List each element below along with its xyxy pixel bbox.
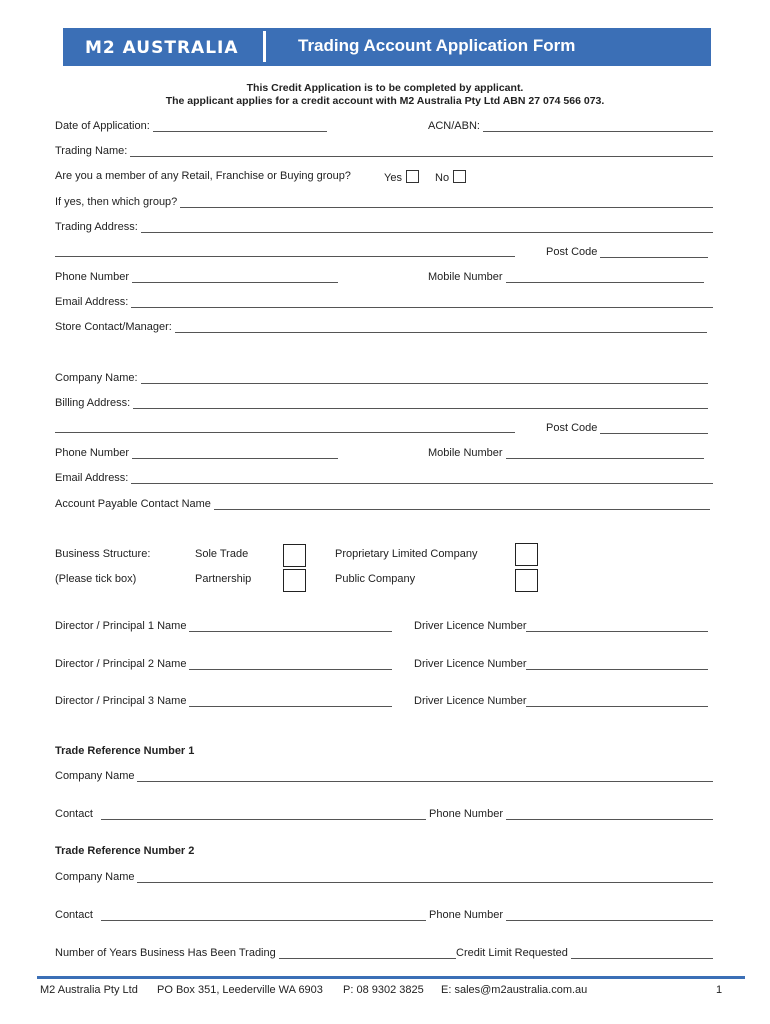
- trading-email-field[interactable]: [55, 296, 713, 308]
- store-contact-field[interactable]: [55, 321, 707, 333]
- member-question: Are you a member of any Retail, Franchise or Buying group?: [55, 170, 351, 182]
- ref-2-company-input-line[interactable]: [137, 872, 713, 883]
- billing-address-field[interactable]: [55, 397, 708, 409]
- trading-name-label: Trading Name:: [55, 145, 128, 157]
- ref-1-contact-field[interactable]: [55, 808, 426, 820]
- company-phone-field[interactable]: [55, 447, 338, 459]
- company-name-field[interactable]: [55, 372, 708, 384]
- ref-2-phone-input-line[interactable]: [506, 910, 713, 921]
- ref-1-contact-label: Contact: [55, 808, 93, 820]
- header-banner: [63, 28, 711, 66]
- footer-divider: [37, 976, 745, 979]
- company-mobile-label: Mobile Number: [428, 447, 503, 459]
- director-2-input-line[interactable]: [189, 659, 392, 670]
- years-trading-label: Number of Years Business Has Been Trading: [55, 947, 276, 959]
- billing-address-2-input-line[interactable]: [55, 422, 515, 433]
- years-trading-input-line[interactable]: [279, 948, 456, 959]
- licence-2-label: Driver Licence Number: [414, 658, 527, 670]
- billing-address-line-2[interactable]: [55, 422, 515, 433]
- footer-phone: P: 08 9302 3825: [343, 984, 424, 996]
- postcode-label: Post Code: [546, 246, 598, 258]
- billing-postcode-input-line[interactable]: [600, 423, 708, 434]
- billing-address-label: Billing Address:: [55, 397, 131, 409]
- ref-2-phone-field[interactable]: [429, 909, 713, 921]
- ref-2-contact-label: Contact: [55, 909, 93, 921]
- trade-ref-1-heading: Trade Reference Number 1: [55, 745, 195, 757]
- licence-1-field[interactable]: [414, 620, 708, 632]
- store-contact-input-line[interactable]: [175, 322, 707, 333]
- director-2-field[interactable]: [55, 658, 392, 670]
- trading-address-label: Trading Address:: [55, 221, 138, 233]
- which-group-field[interactable]: [55, 196, 713, 208]
- acn-label: ACN/ABN:: [428, 120, 480, 132]
- director-3-input-line[interactable]: [189, 696, 392, 707]
- ref-1-phone-field[interactable]: [429, 808, 713, 820]
- date-of-application-field[interactable]: [55, 120, 327, 132]
- public-company-label: Public Company: [335, 573, 416, 585]
- store-contact-label: Store Contact/Manager:: [55, 321, 172, 333]
- company-phone-label: Phone Number: [55, 447, 129, 459]
- licence-2-field[interactable]: [414, 658, 708, 670]
- partnership-label: Partnership: [195, 573, 252, 585]
- ref-1-company-input-line[interactable]: [137, 771, 713, 782]
- trading-address-field[interactable]: [55, 221, 713, 233]
- proprietary-label: Proprietary Limited Company: [335, 548, 478, 560]
- company-mobile-field[interactable]: [428, 447, 704, 459]
- partnership-checkbox[interactable]: [283, 569, 306, 592]
- sole-trade-checkbox[interactable]: [283, 544, 306, 567]
- business-structure-label: Business Structure:: [55, 548, 151, 560]
- acn-abn-field[interactable]: [428, 120, 713, 132]
- company-email-field[interactable]: [55, 472, 713, 484]
- intro-line-2: The applicant applies for a credit account with M2 Australia Pty Ltd ABN 27 074 566 073.: [165, 95, 605, 107]
- no-checkbox[interactable]: [453, 170, 466, 183]
- no-label: No: [435, 172, 450, 184]
- acn-input-line[interactable]: [483, 121, 713, 132]
- trading-mobile-field[interactable]: [428, 271, 704, 283]
- ref-2-contact-input-line[interactable]: [101, 910, 426, 921]
- trading-address-input-line[interactable]: [141, 222, 713, 233]
- company-mobile-input-line[interactable]: [506, 448, 704, 459]
- trading-name-input-line[interactable]: [130, 146, 713, 157]
- company-logo: M2 AUSTRALIA: [85, 38, 239, 58]
- licence-3-field[interactable]: [414, 695, 708, 707]
- years-trading-field[interactable]: [55, 947, 456, 959]
- date-label: Date of Application:: [55, 120, 150, 132]
- yes-label: Yes: [384, 172, 402, 184]
- footer-company: M2 Australia Pty Ltd: [40, 984, 138, 996]
- phone-label: Phone Number: [55, 271, 129, 283]
- ap-contact-field[interactable]: [55, 498, 710, 510]
- company-name-label: Company Name:: [55, 372, 138, 384]
- director-1-field[interactable]: [55, 620, 392, 632]
- email-input-line[interactable]: [131, 297, 713, 308]
- mobile-label: Mobile Number: [428, 271, 503, 283]
- licence-3-input-line[interactable]: [526, 696, 708, 707]
- trading-address-line-2[interactable]: [55, 246, 515, 257]
- company-name-input-line[interactable]: [141, 373, 708, 384]
- ref-2-company-label: Company Name: [55, 871, 135, 883]
- licence-3-label: Driver Licence Number: [414, 695, 527, 707]
- header-divider: [263, 31, 266, 62]
- director-1-label: Director / Principal 1 Name: [55, 620, 187, 632]
- yes-checkbox[interactable]: [406, 170, 419, 183]
- trading-postcode-field[interactable]: [546, 246, 708, 258]
- tick-box-hint: (Please tick box): [55, 573, 137, 585]
- footer-email[interactable]: E: sales@m2australia.com.au: [441, 984, 588, 996]
- credit-limit-input-line[interactable]: [571, 948, 713, 959]
- ref-2-company-field[interactable]: [55, 871, 713, 883]
- no-option[interactable]: [435, 170, 466, 184]
- director-1-input-line[interactable]: [189, 621, 392, 632]
- mobile-input-line[interactable]: [506, 272, 704, 283]
- ap-contact-input-line[interactable]: [214, 499, 710, 510]
- ref-1-company-label: Company Name: [55, 770, 135, 782]
- ref-1-contact-input-line[interactable]: [101, 809, 426, 820]
- licence-1-input-line[interactable]: [526, 621, 708, 632]
- director-3-label: Director / Principal 3 Name: [55, 695, 187, 707]
- ref-2-contact-field[interactable]: [55, 909, 426, 921]
- ref-1-phone-input-line[interactable]: [506, 809, 713, 820]
- trading-address-2-input-line[interactable]: [55, 246, 515, 257]
- ap-contact-label: Account Payable Contact Name: [55, 498, 211, 510]
- ref-1-phone-label: Phone Number: [429, 808, 503, 820]
- billing-postcode-label: Post Code: [546, 422, 598, 434]
- form-title: Trading Account Application Form: [298, 36, 576, 55]
- licence-1-label: Driver Licence Number: [414, 620, 527, 632]
- sole-trade-label: Sole Trade: [195, 548, 249, 560]
- date-input-line[interactable]: [153, 121, 327, 132]
- postcode-input-line[interactable]: [600, 247, 708, 258]
- trading-name-field[interactable]: [55, 145, 713, 157]
- footer-address: PO Box 351, Leederville WA 6903: [157, 984, 323, 996]
- public-company-checkbox[interactable]: [515, 569, 538, 592]
- credit-limit-field[interactable]: [456, 947, 713, 959]
- intro-line-1: This Credit Application is to be completed by applicant.: [246, 82, 524, 94]
- company-phone-input-line[interactable]: [132, 448, 338, 459]
- licence-2-input-line[interactable]: [526, 659, 708, 670]
- ref-2-phone-label: Phone Number: [429, 909, 503, 921]
- trading-phone-field[interactable]: [55, 271, 338, 283]
- billing-address-input-line[interactable]: [133, 398, 708, 409]
- company-email-input-line[interactable]: [131, 473, 713, 484]
- trade-ref-2-heading: Trade Reference Number 2: [55, 845, 195, 857]
- billing-postcode-field[interactable]: [546, 422, 708, 434]
- proprietary-checkbox[interactable]: [515, 543, 538, 566]
- ref-1-company-field[interactable]: [55, 770, 713, 782]
- phone-input-line[interactable]: [132, 272, 338, 283]
- director-3-field[interactable]: [55, 695, 392, 707]
- company-email-label: Email Address:: [55, 472, 129, 484]
- which-group-label: If yes, then which group?: [55, 196, 178, 208]
- which-group-input-line[interactable]: [180, 197, 713, 208]
- page-number: 1: [716, 984, 723, 996]
- yes-option[interactable]: [384, 170, 419, 184]
- email-label: Email Address:: [55, 296, 129, 308]
- director-2-label: Director / Principal 2 Name: [55, 658, 187, 670]
- credit-limit-label: Credit Limit Requested: [456, 947, 568, 959]
